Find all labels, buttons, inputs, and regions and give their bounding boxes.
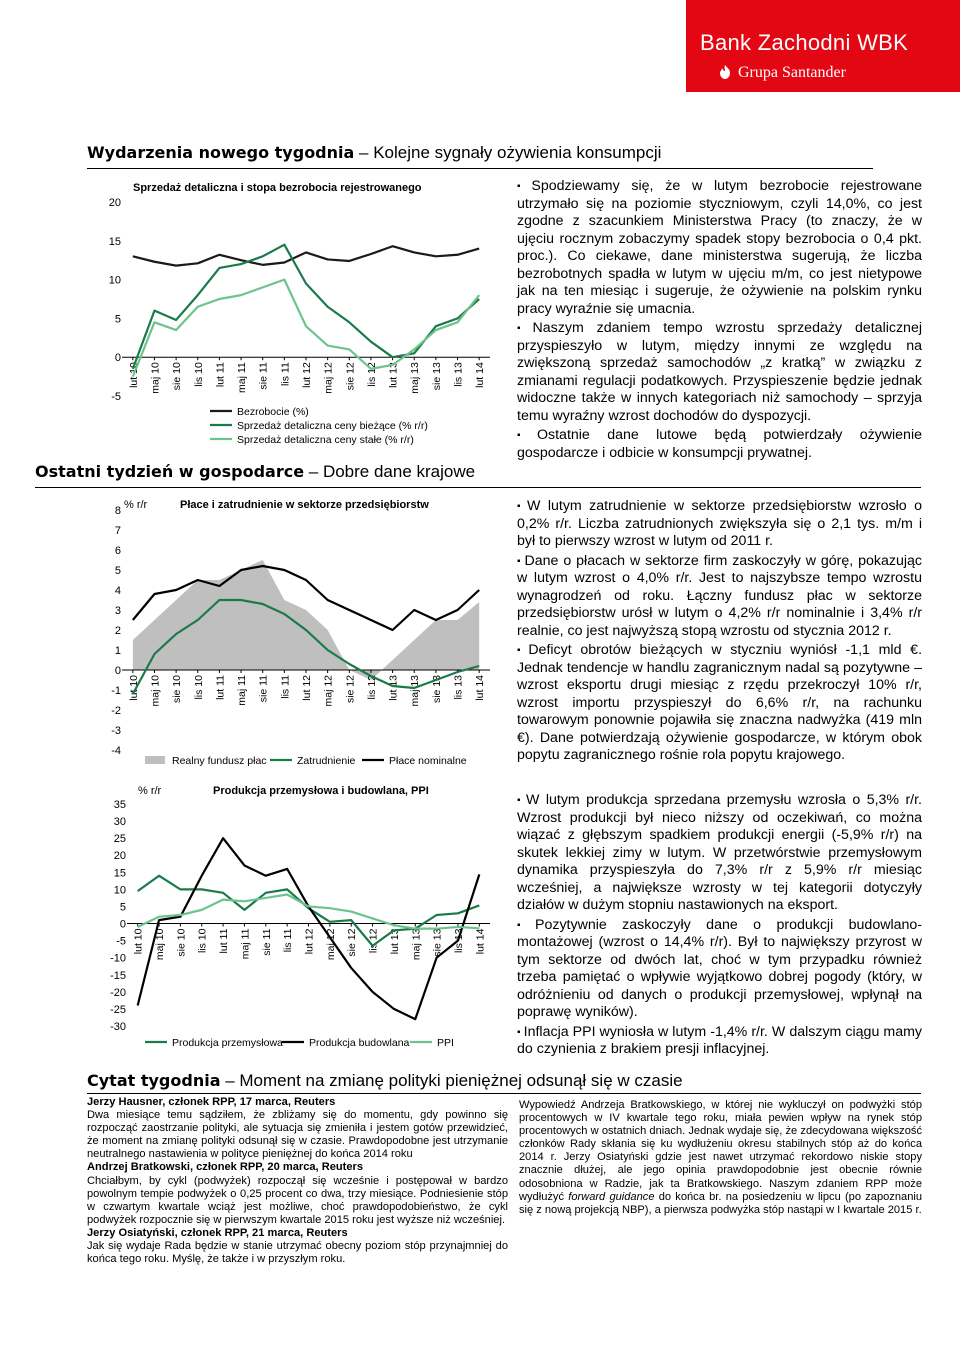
x-tick-label: maj 11: [236, 362, 249, 393]
y-tick-label: 0: [114, 665, 121, 677]
x-tick-label: maj 11: [239, 928, 252, 960]
x-tick-label: sie 10: [175, 928, 188, 957]
x-tick-label: lut 10: [127, 362, 140, 388]
x-tick-label: lis 10: [192, 362, 205, 387]
section-divider: [87, 168, 873, 169]
x-tick-label: lis 10: [192, 675, 205, 700]
production-bullet: ▪ Inflacja PPI wyniosła w lutym -1,4% r/r. W dalszym ciągu mamy do czynienia z brakiem presji inflacyjnej.: [517, 1024, 922, 1059]
page-header: [0, 0, 960, 92]
y-tick-label: 10: [113, 884, 126, 897]
production-ppi-chart: [0, 780, 500, 1055]
y-tick-label: -4: [111, 745, 121, 757]
y-tick-label: 3: [114, 605, 121, 617]
x-tick-label: lis 13: [452, 928, 465, 954]
labour-bullet: ▪ W lutym zatrudnienie w sektorze przedsiębiorstw wzrosło o 0,2% r/r. Liczba zatrudnionych zwiększyła się o 2,1 tys. m/m i był to pierwszy wzrost w lutym od 2011 r.: [517, 498, 922, 551]
x-tick-label: lut 13: [388, 928, 401, 955]
labour-bullet: ▪ Deficyt obrotów bieżących w styczniu wyniósł -1,1 mld €. Jednak tendencje w handlu zagranicznym nadal są pozytywne – wzrost eksportu drugi miesiąc z rzędu przekroczył 10% r/r, wzrost importu przyspieszył do 6,6% r/r, na rachunku towarowym ponownie pojawiła się znaczna nadwyżka (419 mln €). Dane potwierdzają ożywienie gospodarcze, w którym obok popytu zagranicznego rośnie rola popytu krajowego.: [517, 642, 922, 765]
x-tick-label: lut 14: [474, 928, 487, 955]
events-commentary: [517, 178, 922, 464]
x-tick-label: sie 12: [346, 928, 359, 957]
legend-label: Sprzedaż detaliczna ceny stałe (% r/r): [237, 434, 414, 446]
x-tick-label: maj 10: [154, 928, 167, 961]
labour-bullet: ▪ Dane o płacach w sektorze firm zaskoczyły w górę, pokazując w lutym wzrost o 4,0% r/r. Jest to najszybsze tempo wzrostu wynagrodzeń od roku. Łączny fundusz płac w sektorze przedsiębiorstw urósł w lutym o 4,2% r/r nominalnie i 3,4% r/r realnie, co jest najwyższą stopą wzrostu od stycznia 2012 r.: [517, 553, 922, 641]
events-bullet: ▪ Ostatnie dane lutowe będą potwierdzały ożywienie gospodarcze i odbicie w konsumpcji prywatnej.: [517, 427, 922, 462]
series-area-0: [133, 560, 479, 680]
labour-commentary: [517, 498, 922, 767]
quote-text: Dwa miesiące temu sądziłem, że zbliżamy się do momentu, gdy powinno się rozpocząć zaostrzanie polityki, ale sytuacja się zmieniła i jestem gotów przewidzieć, że moment na zmianę polityki odsunął się w czasie. Prawdopodobne jest utrzymanie neutralnego nastawienia w polityce pieniężnej do końca 2014 roku: [87, 1109, 508, 1161]
x-tick-label: lut 11: [218, 928, 231, 954]
x-tick-label: maj 11: [236, 675, 249, 706]
chart-ylabel: % r/r: [124, 499, 148, 511]
x-tick-label: lut 13: [387, 675, 400, 701]
production-commentary: [517, 792, 922, 1061]
events-bullet: ▪ Spodziewamy się, że w lutym bezrobocie rejestrowane utrzymało się na poziomie styczniowym, czyli 14,0%, co jest zgodne z szacunkiem Ministerstwa Pracy (to znaczy, że w ujęciu rocznym zobaczymy spadek stopy bezrobocia o 0,4 pkt. proc.). Co ciekawe, dane ministerstwa sugerują, że liczba bezrobotnych spadła w lutym w ujęciu m/m, co jest nietypowe jak na ten miesiąc i sugeruje, że ożywienie na polskim rynku pracy wyraźnie się umacnia.: [517, 178, 922, 318]
y-tick-label: -20: [110, 986, 126, 999]
flame-icon: [717, 65, 733, 79]
x-tick-label: maj 12: [322, 362, 335, 394]
events-bullet: ▪ Naszym zdaniem tempo wzrostu sprzedaży detalicznej przyspieszyło w lutym, między innymi ze względu na zwiększoną sprzedaż samochodów „z kratką” w związku z zmianami regulacji podatkowych. Przyspieszenie będzie jednak widoczne także w innych kategoriach niż samochody – sprzyja temu wyraźny wzrost dochodów do dyspozycji.: [517, 320, 922, 425]
y-tick-label: 0: [114, 352, 121, 365]
legend-swatch: [145, 756, 165, 764]
x-tick-label: sie 10: [171, 362, 184, 391]
x-tick-label: lut 12: [301, 675, 313, 701]
x-tick-label: lut 11: [214, 675, 227, 700]
legend-label: Zatrudnienie: [297, 755, 356, 767]
section-divider: [87, 1093, 921, 1094]
quotes-block: [87, 1096, 508, 1266]
x-tick-label: sie 12: [344, 362, 357, 391]
y-tick-label: 25: [113, 833, 126, 846]
x-tick-label: lis 13: [452, 362, 465, 387]
x-tick-label: maj 13: [410, 928, 423, 961]
wages-employment-chart: [0, 492, 500, 777]
y-tick-label: -5: [116, 935, 126, 948]
x-tick-label: lut 12: [303, 928, 316, 955]
x-tick-label: lut 10: [127, 675, 140, 701]
y-tick-label: -2: [111, 705, 121, 717]
y-tick-label: 15: [113, 867, 126, 880]
quote-commentary: Wypowiedź Andrzeja Bratkowskiego, w której nie wykluczył on podwyżki stóp procentowych w IV kwartale tego roku, miała pewien wpływ na rynek stóp procentowych w ostatnich dniach. Jednak wydaje się, że zdecydowana większość członków Rady skłania się ku wydłużeniu okresu stabilnych stóp aż do końca 2014 r. Jerzy Osiatyński gdzie jest nawet utrzymać rekordowo niskie stopy znacznie dłużej, ale jego opinia prawdopodobnie jest obecnie równie odosobniona w Radzie, jak ta Bratkowskiego. Naszym zdaniem RPP może wydłużyć forward guidance do końca br. na posiedzeniu w lipcu (po zapoznaniu się z nową projekcją NBP), a pierwsza podwyżka stóp nastąpi w I kwartale 2015 r.: [519, 1099, 922, 1216]
x-tick-label: lut 12: [301, 362, 313, 388]
legend-label: PPI: [437, 1037, 454, 1049]
section-divider: [35, 487, 921, 488]
production-bullet: ▪ Pozytywnie zaskoczyły dane o produkcji budowlano-montażowej (wzrost o 14,4% r/r). Był to największy przyrost w tym sektorze od dwóch lat, choć w tym przypadku również trzeba pamiętać o wpływie wyjątkowo dobrej pogody (który, w odróżnieniu od danych o produkcji przemysłowej, wpłynął na poprawę wyników).: [517, 917, 922, 1022]
chart-title: Sprzedaż detaliczna i stopa bezrobocia rejestrowanego: [133, 182, 422, 194]
x-tick-label: lis 11: [279, 675, 292, 699]
x-tick-label: lis 13: [452, 675, 465, 700]
y-tick-label: 4: [114, 585, 121, 597]
y-tick-label: 10: [108, 274, 121, 287]
x-tick-label: lut 13: [387, 362, 400, 388]
legend-label: Sprzedaż detaliczna ceny bieżące (% r/r): [237, 420, 428, 432]
x-tick-label: sie 13: [431, 928, 444, 957]
x-tick-label: sie 12: [344, 675, 357, 704]
y-tick-label: -10: [110, 952, 126, 965]
x-tick-label: lis 11: [282, 928, 295, 953]
x-tick-label: maj 10: [149, 362, 162, 394]
y-tick-label: 6: [114, 545, 121, 557]
x-tick-label: lis 12: [365, 362, 378, 387]
legend-label: Produkcja przemysłowa: [172, 1037, 283, 1049]
y-tick-label: 15: [108, 235, 121, 248]
chart-title: Produkcja przemysłowa i budowlana, PPI: [213, 785, 429, 797]
x-tick-label: sie 11: [257, 362, 270, 390]
x-tick-label: lis 10: [196, 928, 209, 954]
y-tick-label: -3: [111, 725, 121, 737]
quote-author: Andrzej Bratkowski, członek RPP, 20 marca, Reuters: [87, 1161, 364, 1174]
brand-name: Bank Zachodni WBK: [700, 30, 909, 55]
x-tick-label: lis 11: [279, 362, 292, 386]
y-tick-label: 0: [119, 918, 126, 931]
y-tick-label: -5: [111, 391, 121, 403]
chart-title: Płace i zatrudnienie w sektorze przedsiębiorstw: [180, 499, 429, 511]
retail-unemployment-chart: [0, 180, 500, 455]
x-tick-label: maj 13: [409, 675, 422, 707]
y-tick-label: 20: [108, 197, 121, 209]
y-tick-label: 35: [113, 799, 126, 811]
y-tick-label: 20: [113, 850, 126, 863]
x-tick-label: lut 14: [474, 362, 487, 388]
y-tick-label: -15: [110, 969, 126, 982]
x-tick-label: sie 11: [260, 928, 273, 956]
chart-ylabel: % r/r: [138, 785, 162, 797]
y-tick-label: 5: [114, 565, 121, 577]
y-tick-label: 8: [114, 505, 121, 517]
x-tick-label: sie 11: [257, 675, 270, 703]
x-tick-label: maj 10: [149, 675, 162, 707]
quote-text: Chciałbym, by cykl (podwyżek) rozpoczął się wcześnie i postępował w bardzo powolnym tempie podwyżek o 0,25 procent co dwa, trzy miesiące. Podniesienie stóp w czwartym kwartale wciąż jest możliwe, choć prawdopodobieństwo, że cykl podwyżek rozpocznie się w pierwszym kwartale 2015 roku jest wyższe niż wcześniej.: [87, 1174, 508, 1226]
x-tick-label: lut 10: [132, 928, 145, 955]
y-tick-label: -30: [110, 1021, 126, 1033]
y-tick-label: 2: [114, 625, 121, 637]
section-title-quote: Cytat tygodnia – Moment na zmianę polityki pieniężnej odsunął się w czasie: [87, 1071, 683, 1090]
legend-label: Produkcja budowlana: [309, 1037, 410, 1049]
series-line-0: [133, 246, 479, 265]
section-title-last-week: Ostatni tydzień w gospodarce – Dobre dane krajowe: [35, 462, 476, 481]
legend-label: Płace nominalne: [389, 755, 467, 767]
legend-label: Realny fundusz płac: [172, 755, 267, 767]
x-tick-label: maj 12: [324, 928, 337, 961]
series-line-2: [133, 280, 479, 377]
x-tick-label: sie 13: [430, 362, 443, 391]
quote-author: Jerzy Hausner, członek RPP, 17 marca, Reuters: [87, 1096, 336, 1108]
x-tick-label: maj 13: [409, 362, 422, 394]
x-tick-label: lis 12: [365, 675, 378, 700]
y-tick-label: 1: [114, 645, 121, 657]
x-tick-label: sie 13: [430, 675, 443, 704]
y-tick-label: 30: [113, 816, 126, 829]
series-line-1: [133, 245, 479, 369]
x-tick-label: lis 12: [367, 928, 380, 954]
y-tick-label: 5: [114, 313, 121, 326]
quote-text: Jak się wydaje Rada będzie w stanie utrzymać obecny poziom stóp przynajmniej do końca tego roku. Myślę, że także i w przyszłym roku.: [87, 1240, 508, 1266]
x-tick-label: lut 11: [214, 362, 227, 388]
y-tick-label: 7: [114, 525, 121, 537]
brand-subtitle: Grupa Santander: [738, 64, 846, 81]
production-bullet: ▪ W lutym produkcja sprzedana przemysłu wzrosła o 5,3% r/r. Wzrost produkcji był nieco niższy od oczekiwań, co można wiązać z głębszym spadkiem produkcji energii (-5,9% r/r) na skutek lekkiej zimy w lutym. W przetwórstwie przemysłowym dynamika przyspieszyła do 7,3% r/r z 5,9% r/r miesiąc wcześniej, a największe wzrosty w tej kategorii dotyczyły działów w dużym stopniu nastawionych na eksport.: [517, 792, 922, 915]
quote-author: Jerzy Osiatyński, członek RPP, 21 marca, Reuters: [87, 1226, 348, 1239]
y-tick-label: -25: [110, 1003, 126, 1016]
y-tick-label: -1: [111, 685, 121, 697]
x-tick-label: maj 12: [322, 675, 335, 707]
y-tick-label: 5: [119, 901, 126, 914]
section-title-events: Wydarzenia nowego tygodnia – Kolejne sygnały ożywienia konsumpcji: [87, 143, 662, 162]
x-tick-label: sie 10: [171, 675, 184, 704]
legend-label: Bezrobocie (%): [237, 406, 309, 418]
x-tick-label: lut 14: [474, 675, 487, 701]
